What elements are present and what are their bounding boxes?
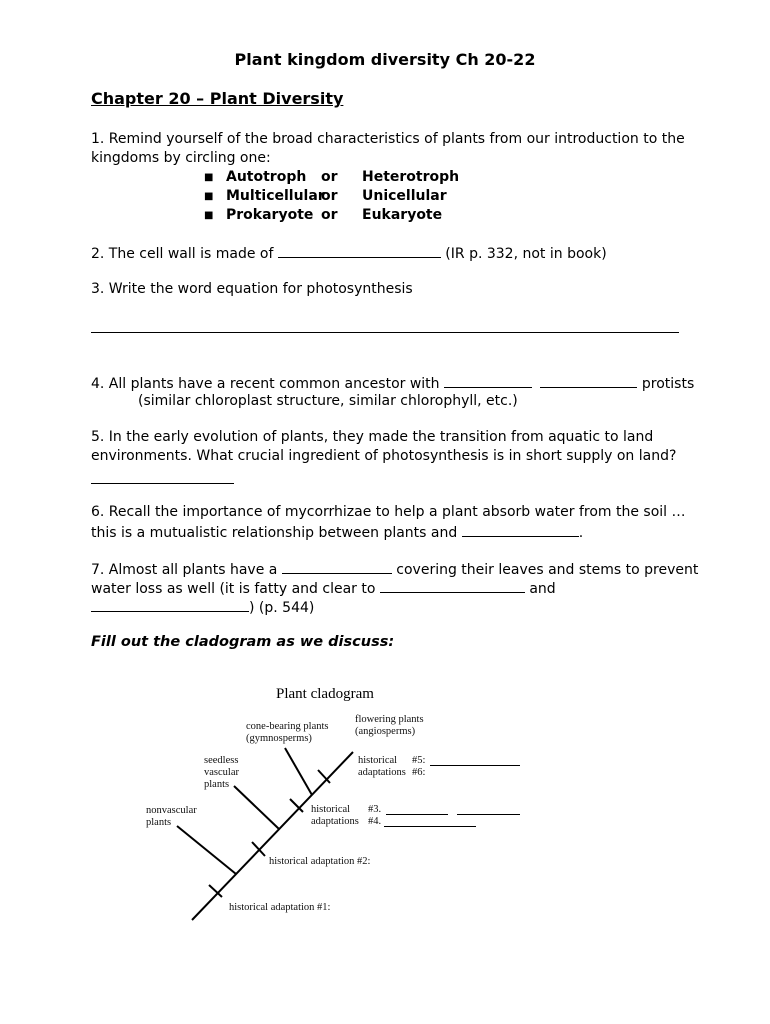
label-seedless-1: seedless: [204, 755, 239, 766]
q1-line1: 1. Remind yourself of the broad characteristics of plants from our introduction to the: [91, 131, 685, 147]
q6-prompt: this is a mutualistic relationship between plants and: [91, 525, 458, 541]
q1-line2: kingdoms by circling one:: [91, 150, 271, 166]
q6-period: .: [578, 525, 584, 541]
option-or: or: [321, 207, 338, 223]
hist-3-blank-1[interactable]: [386, 814, 448, 815]
branch-seedless: [234, 786, 279, 829]
q6-line1: 6. Recall the importance of mycorrhizae to help a plant absorb water from the soil …: [91, 504, 686, 520]
label-cone-bearing-1: cone-bearing plants: [246, 721, 329, 732]
option-prokaryote[interactable]: Prokaryote: [226, 207, 314, 223]
bullet-icon: ■: [204, 210, 214, 221]
branch-nonvascular: [177, 826, 236, 874]
label-seedless-2: vascular: [204, 767, 239, 778]
label-flowering-1: flowering plants: [355, 714, 424, 725]
q4-note: (similar chloroplast structure, similar chlorophyll, etc.): [138, 393, 518, 409]
cladogram-heading: Fill out the cladogram as we discuss:: [91, 634, 395, 650]
option-heterotroph[interactable]: Heterotroph: [362, 169, 460, 185]
option-or: or: [321, 188, 338, 204]
label-hist-34-1: historical: [311, 804, 351, 815]
label-hist-34-2: adaptations: [311, 816, 359, 827]
option-or: or: [321, 169, 338, 185]
label-nonvascular-1: nonvascular: [146, 805, 197, 816]
label-hist-6: #6:: [412, 767, 426, 778]
q7-prompt: 7. Almost all plants have a: [91, 562, 278, 578]
q2-reference: (IR p. 332, not in book): [445, 246, 607, 262]
q5-line2: environments. What crucial ingredient of photosynthesis is in short supply on land?: [91, 448, 677, 464]
cladogram-title: Plant cladogram: [276, 686, 374, 702]
label-hist-2: historical adaptation #2:: [269, 856, 371, 867]
hist-5-blank[interactable]: [430, 765, 520, 766]
page-title: Plant kingdom diversity Ch 20-22: [234, 50, 536, 69]
label-hist-4: #4.: [368, 816, 382, 827]
hist-3-blank-2[interactable]: [457, 814, 520, 815]
option-unicellular[interactable]: Unicellular: [362, 188, 447, 204]
q4-suffix: protists: [641, 376, 695, 392]
q3-text: 3. Write the word equation for photosynthesis: [91, 281, 413, 297]
option-eukaryote[interactable]: Eukaryote: [362, 207, 443, 223]
label-hist-56-1: historical: [358, 755, 398, 766]
tick-adaptation-2: [252, 842, 265, 856]
q2-prompt: 2. The cell wall is made of: [91, 246, 274, 262]
q7-prompt-cont: covering their leaves and stems to prevent: [396, 562, 699, 578]
label-hist-3: #3.: [368, 804, 382, 815]
bullet-icon: ■: [204, 191, 214, 202]
chapter-heading: Chapter 20 – Plant Diversity: [91, 89, 344, 108]
branch-cone-bearing: [285, 748, 312, 795]
option-multicellular[interactable]: Multicellular: [226, 188, 325, 204]
label-cone-bearing-2: (gymnosperms): [246, 733, 312, 744]
label-seedless-3: plants: [204, 779, 230, 790]
label-hist-1: historical adaptation #1:: [229, 902, 331, 913]
label-nonvascular-2: plants: [146, 817, 172, 828]
q4-prompt: 4. All plants have a recent common ancestor with: [91, 376, 440, 392]
hist-4-blank[interactable]: [384, 826, 476, 827]
label-hist-5: #5:: [412, 755, 426, 766]
q7-and: and: [529, 581, 556, 597]
q7-reference: ) (p. 544): [249, 600, 315, 616]
q5-line1: 5. In the early evolution of plants, they made the transition from aquatic to land: [91, 429, 654, 445]
bullet-icon: ■: [204, 172, 214, 183]
option-autotroph[interactable]: Autotroph: [226, 169, 307, 185]
label-hist-56-2: adaptations: [358, 767, 406, 778]
q7-prompt-2: water loss as well (it is fatty and clear to: [91, 581, 376, 597]
label-flowering-2: (angiosperms): [355, 726, 416, 737]
